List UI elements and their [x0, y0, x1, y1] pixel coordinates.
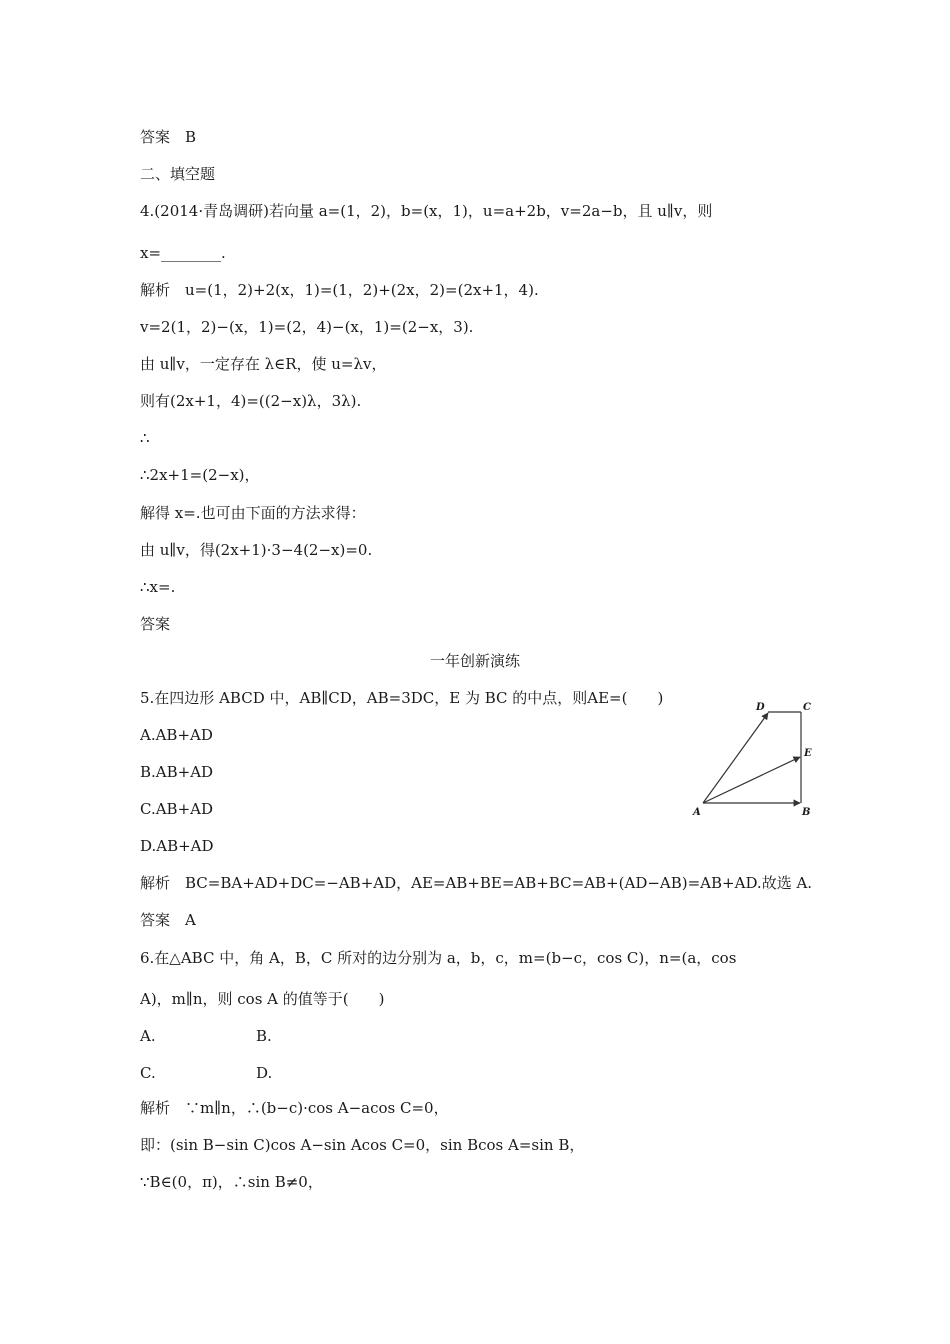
q5-option-a: A.AB+AD [140, 726, 213, 744]
q4-answer: 答案 [140, 615, 171, 633]
q5-answer: 答案 A [140, 911, 196, 929]
q4-sol-4: 则有(2x+1，4)=((2−x)λ，3λ). [140, 392, 362, 410]
q6-sol-3: ∵B∈(0，π)，∴sin B≠0， [140, 1173, 323, 1191]
q5-stem: 5.在四边形 ABCD 中，AB∥CD，AB=3DC，E 为 BC 的中点，则AE=( ) [140, 689, 664, 707]
q6-option-d: D. [256, 1064, 273, 1082]
q5-option-b: B.AB+AD [140, 763, 214, 781]
q4-sol-5: ∴ [140, 429, 150, 447]
q6-stem-1: 6.在△ABC 中，角 A，B，C 所对的边分别为 a，b，c，m=(b−c，cos C)，n=(a，cos [140, 949, 737, 967]
q6-option-c: C. [140, 1064, 156, 1082]
q4-sol-8: 由 u∥v，得(2x+1)·3−4(2−x)=0. [140, 541, 373, 559]
q5-solution: 解析 BC=BA+AD+DC=−AB+AD，AE=AB+BE=AB+BC=AB+(AD−AB)=AB+AD.故选 A. [140, 874, 813, 892]
q6-option-b: B. [256, 1027, 272, 1045]
q4-stem: 4.(2014·青岛调研)若向量 a=(1，2)，b=(x，1)，u=a+2b，v=2a−b，且 u∥v，则 [140, 202, 713, 220]
label-d: D [756, 702, 765, 713]
q4-sol-3: 由 u∥v，一定存在 λ∈R，使 u=λv， [140, 355, 387, 373]
label-c: C [803, 702, 811, 713]
q6-sol-2: 即：(sin B−sin C)cos A−sin Acos C=0，sin Bcos A=sin B， [140, 1136, 585, 1154]
q4-sol-1: 解析 u=(1，2)+2(x，1)=(1，2)+(2x，2)=(2x+1，4). [140, 281, 539, 299]
q4-sol-6: ∴2x+1=(2−x)， [140, 466, 260, 484]
q5-option-c: C.AB+AD [140, 800, 213, 818]
quadrilateral-svg [688, 695, 818, 825]
q6-stem-2: A)，m∥n，则 cos A 的值等于( ) [140, 990, 385, 1008]
q6-option-a: A. [140, 1027, 156, 1045]
label-a: A [693, 807, 701, 818]
answer-b: 答案 B [140, 128, 197, 146]
section-fill-blank: 二、填空题 [140, 165, 216, 183]
vector-ae [703, 757, 800, 803]
section-title: 一年创新演练 [429, 652, 520, 670]
q4-sol-9: ∴x=. [140, 578, 176, 596]
label-b: B [802, 807, 811, 818]
q5-option-d: D.AB+AD [140, 837, 214, 855]
q4-sol-2: v=2(1，2)−(x，1)=(2，4)−(x，1)=(2−x，3). [140, 318, 474, 336]
q4-blank: x=________. [140, 244, 226, 262]
q4-sol-7: 解得 x=.也可由下面的方法求得： [140, 504, 366, 522]
quadrilateral-figure [688, 695, 818, 825]
vector-ad [703, 713, 768, 803]
label-e: E [804, 748, 812, 759]
q6-sol-1: 解析 ∵m∥n，∴(b−c)·cos A−acos C=0， [140, 1099, 449, 1117]
